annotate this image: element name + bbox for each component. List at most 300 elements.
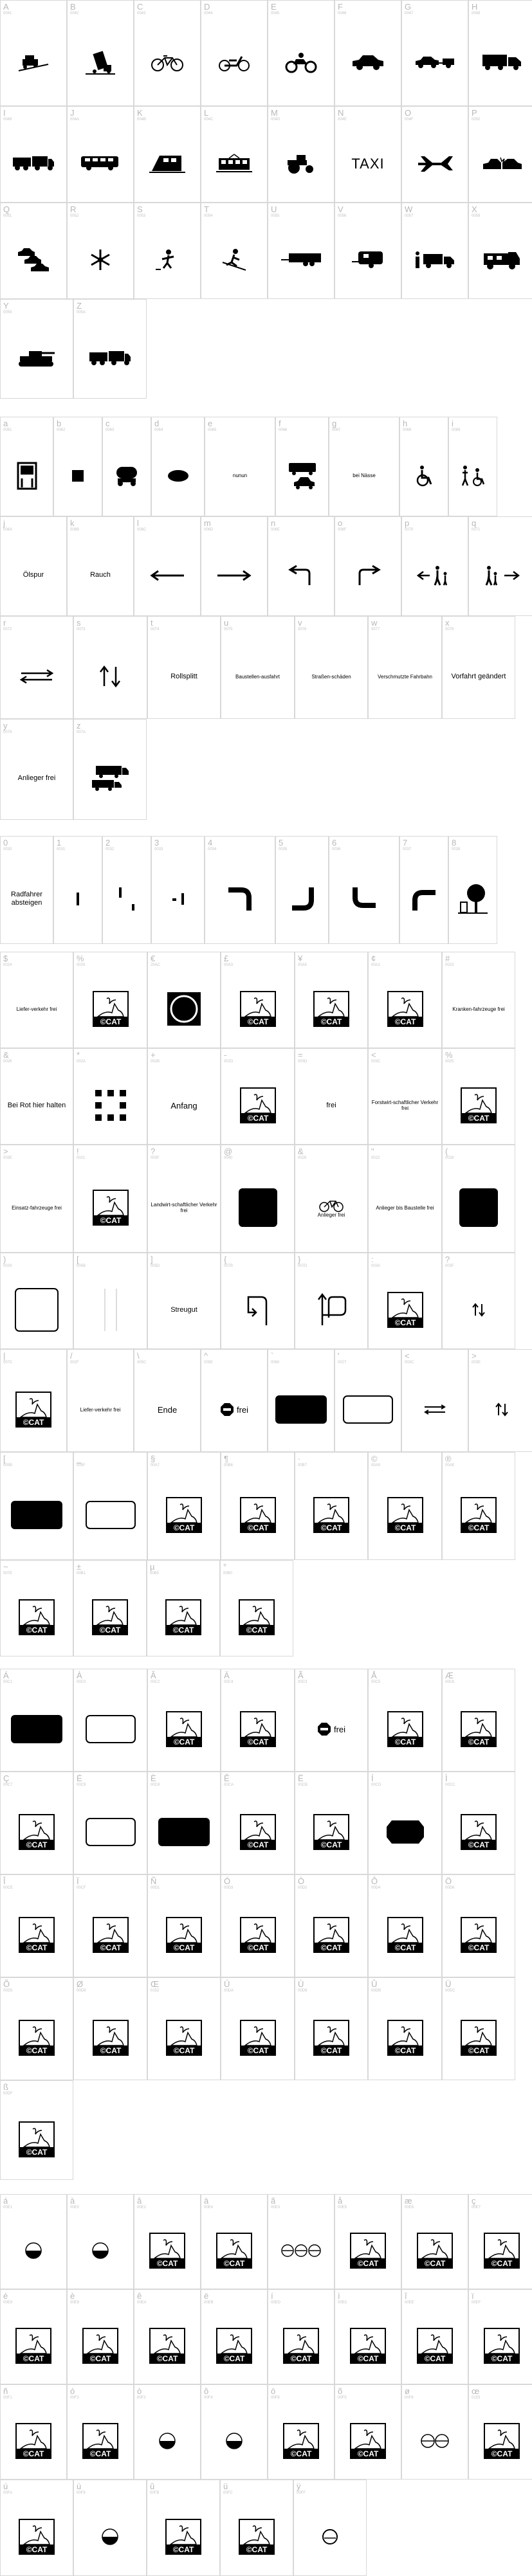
svg-text:©CAT: ©CAT <box>468 1840 490 1849</box>
glyph-text <box>148 1069 220 1141</box>
glyph-text: Liefer-verkehr frei <box>16 1006 57 1012</box>
glyph-character: ç <box>472 2196 476 2206</box>
glyph-text <box>295 1069 367 1141</box>
glyph-codepoint: 0026 <box>298 1156 307 1160</box>
svg-text:©CAT: ©CAT <box>173 2046 195 2055</box>
glyph-cell <box>401 2384 468 2480</box>
glyph-codepoint: 003E <box>472 1361 481 1365</box>
glyph-character: Y <box>3 301 9 311</box>
glyph-half-c <box>74 2501 146 2573</box>
glyph-codepoint: 00FF <box>297 2491 306 2495</box>
glyph-cell <box>147 2480 220 2576</box>
glyph-cell <box>134 2384 201 2480</box>
glyph-tractor <box>268 127 334 199</box>
glyph-codepoint: 0055 <box>271 214 280 218</box>
svg-text:©CAT: ©CAT <box>26 2046 48 2055</box>
glyph-cell <box>134 2194 201 2289</box>
glyph-cell <box>0 417 53 516</box>
glyph-codepoint: 002D <box>224 1060 234 1064</box>
glyph-cell <box>468 2384 532 2480</box>
glyph-character: d <box>154 419 160 428</box>
glyph-text: Baustellen-ausfahrt <box>235 673 280 680</box>
glyph-cat <box>295 1896 367 1974</box>
glyph-codepoint: 003C <box>405 1361 414 1365</box>
glyph-cell <box>73 952 147 1048</box>
glyph-car-slope <box>1 21 66 103</box>
glyph-character: ] <box>151 1255 153 1264</box>
glyph-cell <box>151 836 205 944</box>
glyph-cat <box>268 2406 334 2476</box>
glyph-cat <box>335 2406 401 2476</box>
glyph-character: G <box>405 2 412 12</box>
glyph-cat <box>74 973 147 1045</box>
glyph-character: Ñ <box>151 1876 157 1886</box>
glyph-codepoint: 00A5 <box>298 963 307 967</box>
glyph-cell <box>67 2384 134 2480</box>
glyph-cell <box>201 1349 268 1452</box>
glyph-cell <box>0 836 53 944</box>
glyph-character: c <box>105 419 110 428</box>
glyph-codepoint: 00B0 <box>223 1572 233 1575</box>
svg-text:©CAT: ©CAT <box>491 2259 512 2268</box>
glyph-character: 2 <box>105 838 111 848</box>
glyph-cell <box>0 203 67 299</box>
glyph-arrows-ud-s <box>443 1274 515 1346</box>
glyph-character: a <box>3 419 8 428</box>
glyph-cell <box>0 2080 73 2180</box>
glyph-text: Rollsplitt <box>170 672 197 680</box>
glyph-cell <box>221 1977 295 2080</box>
glyph-blk-rect <box>148 1793 220 1871</box>
glyph-text <box>134 1370 200 1449</box>
glyph-character: ° <box>223 1562 227 1572</box>
glyph-character: | <box>3 1351 6 1361</box>
glyph-character: z <box>77 721 81 730</box>
glyph-codepoint: 00B5 <box>150 1572 160 1575</box>
glyph-phone <box>1 438 53 513</box>
glyph-cell <box>268 106 335 203</box>
glyph-text <box>1 857 53 941</box>
glyph-cell <box>335 516 401 616</box>
glyph-cat <box>369 1473 441 1557</box>
glyph-cat <box>221 1690 294 1768</box>
glyph-codepoint: 00C4 <box>224 1680 234 1684</box>
glyph-character: [ <box>3 1454 6 1464</box>
glyph-cell <box>468 1349 532 1452</box>
svg-text:©CAT: ©CAT <box>99 1626 121 1635</box>
glyph-two-c <box>402 2406 468 2476</box>
svg-text:©CAT: ©CAT <box>173 1943 195 1952</box>
glyph-cell <box>67 106 134 203</box>
glyph-codepoint: 00DA <box>224 1989 234 1993</box>
glyph-codepoint: 0061 <box>3 428 12 432</box>
glyph-character: Œ <box>151 1979 159 1989</box>
svg-text:©CAT: ©CAT <box>290 2354 312 2363</box>
glyph-character: Ä <box>224 1671 230 1680</box>
glyph-character: M <box>271 108 278 118</box>
glyph-codepoint: 006E <box>271 528 280 532</box>
svg-text:©CAT: ©CAT <box>247 2046 268 2055</box>
glyph-cell <box>73 1874 147 1977</box>
glyph-cell <box>134 203 201 299</box>
glyph-cell <box>329 417 399 516</box>
glyph-character: N <box>338 108 344 118</box>
glyph-codepoint: 0068 <box>403 428 412 432</box>
glyph-blk-rect <box>268 1370 334 1449</box>
glyph-text <box>68 538 133 613</box>
glyph-codepoint: 0054 <box>204 214 213 218</box>
glyph-character: s <box>77 618 81 628</box>
glyph-bend-2 <box>276 857 328 941</box>
glyph-cat <box>443 1999 515 2077</box>
glyph-codepoint: 00E9 <box>3 2301 13 2305</box>
glyph-trailer <box>268 224 334 296</box>
glyph-codepoint: 003C <box>371 1060 381 1064</box>
glyph-cell <box>368 1452 442 1560</box>
glyph-codepoint: 0066 <box>279 428 288 432</box>
glyph-circle-sq <box>148 973 220 1045</box>
glyph-codepoint: 00D1 <box>151 1886 160 1890</box>
glyph-codepoint: 00E2 <box>137 2206 147 2209</box>
glyph-dots <box>74 1069 147 1141</box>
glyph-codepoint: 0027 <box>338 1361 347 1365</box>
glyph-character: § <box>151 1454 156 1464</box>
glyph-character: ã <box>271 2196 276 2206</box>
glyph-cell <box>368 1253 442 1349</box>
glyph-character: ñ <box>3 2386 8 2396</box>
glyph-character: k <box>70 518 75 528</box>
glyph-character: ê <box>137 2291 142 2301</box>
glyph-codepoint: 0031 <box>57 848 66 851</box>
glyph-cell <box>221 1874 295 1977</box>
glyph-cell <box>295 952 368 1048</box>
glyph-character: ù <box>77 2481 82 2491</box>
glyph-cell <box>368 1669 442 1772</box>
svg-text:©CAT: ©CAT <box>173 1523 195 1532</box>
svg-text:©CAT: ©CAT <box>26 2147 48 2157</box>
svg-text:©CAT: ©CAT <box>357 2449 379 2458</box>
glyph-arrows-lr-s <box>402 1370 468 1449</box>
glyph-cell <box>295 1772 368 1874</box>
glyph-cat <box>74 1581 146 1653</box>
glyph-text: frei <box>236 1404 249 1415</box>
glyph-codepoint: 00D2 <box>298 1886 307 1890</box>
glyph-codepoint: 0029 <box>3 1264 12 1268</box>
glyph-codepoint: 00C5 <box>371 1680 381 1684</box>
glyph-caravan <box>335 224 401 296</box>
glyph-text: Anfang <box>170 1100 197 1111</box>
glyph-text: Anlieger bis Baustelle frei <box>376 1204 434 1211</box>
glyph-cell <box>0 1452 73 1560</box>
glyph-codepoint: 005F <box>77 1464 86 1467</box>
glyph-character: @ <box>224 1147 233 1156</box>
svg-text:©CAT: ©CAT <box>26 2545 48 2554</box>
glyph-character: } <box>298 1255 301 1264</box>
glyph-codepoint: 20AC <box>151 963 161 967</box>
glyph-cell <box>0 952 73 1048</box>
glyph-character: Â <box>151 1671 156 1680</box>
glyph-out-sq <box>1 1274 73 1346</box>
glyph-tree <box>449 857 497 941</box>
glyph-cat <box>1 1896 73 1974</box>
glyph-character: / <box>70 1351 73 1361</box>
glyph-blk-sq <box>443 1166 515 1249</box>
glyph-codepoint: 0078 <box>445 628 454 631</box>
glyph-cat <box>369 1999 441 2077</box>
glyph-text: frei <box>326 1101 336 1109</box>
glyph-cat <box>74 1999 147 2077</box>
glyph-cell <box>368 1772 442 1874</box>
glyph-character: ¥ <box>298 954 303 963</box>
glyph-character: 8 <box>452 838 457 848</box>
glyph-character: e <box>208 419 213 428</box>
svg-text:©CAT: ©CAT <box>394 1943 416 1952</box>
glyph-character: Q <box>3 204 10 214</box>
glyph-cat <box>443 1069 515 1141</box>
glyph-character: S <box>137 204 143 214</box>
glyph-codepoint: 0070 <box>405 528 414 532</box>
glyph-text: Ende <box>157 1404 178 1415</box>
glyph-cell <box>205 417 275 516</box>
glyph-bars <box>74 1274 147 1346</box>
glyph-codepoint: 00F8 <box>405 2396 414 2400</box>
glyph-cell <box>221 1669 295 1772</box>
glyph-character: % <box>77 954 84 963</box>
glyph-codepoint: 002F <box>70 1361 79 1365</box>
glyph-character: ¶ <box>224 1454 228 1464</box>
glyph-codepoint: 0051 <box>3 214 12 218</box>
glyph-character: V <box>338 204 344 214</box>
glyph-character: % <box>445 1050 453 1060</box>
glyph-info-truck <box>402 224 468 296</box>
glyph-cat <box>1 1370 66 1449</box>
glyph-codepoint: 00A2 <box>371 963 381 967</box>
glyph-cell <box>134 106 201 203</box>
glyph-cell <box>201 2194 268 2289</box>
glyph-cell <box>335 2194 401 2289</box>
glyph-character: r <box>3 618 6 628</box>
svg-text:©CAT: ©CAT <box>246 1626 268 1635</box>
glyph-cat <box>335 2310 401 2381</box>
glyph-codepoint: 006D <box>204 528 214 532</box>
glyph-codepoint: 00CF <box>77 1886 86 1890</box>
svg-text:©CAT: ©CAT <box>424 2354 446 2363</box>
glyph-codepoint: 00DF <box>3 2092 13 2096</box>
glyph-cell <box>0 1048 73 1145</box>
glyph-text: Anlieger frei <box>17 774 56 782</box>
glyph-codepoint: 002A <box>77 1060 86 1064</box>
glyph-codepoint: 00CA <box>224 1783 234 1787</box>
glyph-text: Ölspur <box>23 571 44 579</box>
glyph-moped <box>201 21 267 103</box>
glyph-character: ó <box>70 2386 75 2396</box>
glyph-codepoint: 0048 <box>472 12 481 15</box>
glyph-cat <box>221 973 294 1045</box>
glyph-character: _ <box>77 1454 82 1464</box>
svg-text:©CAT: ©CAT <box>156 2354 178 2363</box>
glyph-cat <box>221 2501 293 2573</box>
glyph-character: € <box>151 954 156 963</box>
glyph-cell <box>399 836 448 944</box>
glyph-cell <box>221 952 295 1048</box>
glyph-character: n <box>271 518 276 528</box>
glyph-cell <box>73 1253 147 1349</box>
glyph-codepoint: 00CC <box>445 1783 455 1787</box>
glyph-cell <box>151 417 205 516</box>
glyph-codepoint: 00D4 <box>371 1886 381 1890</box>
glyph-character: ' <box>338 1351 340 1361</box>
glyph-cell <box>220 2480 293 2576</box>
glyph-cat <box>148 1896 220 1974</box>
glyph-cell <box>268 0 335 106</box>
glyph-cell <box>368 952 442 1048</box>
glyph-character: ( <box>445 1147 448 1156</box>
glyph-codepoint: 00B7 <box>298 1464 307 1467</box>
glyph-character: { <box>224 1255 227 1264</box>
glyph-cat <box>1 1999 73 2077</box>
glyph-codepoint: 003A <box>371 1264 381 1268</box>
glyph-cell <box>67 203 134 299</box>
glyph-codepoint: 00EB <box>204 2301 214 2305</box>
glyph-text: Straßen-schäden <box>311 673 351 680</box>
glyph-codepoint: 007B <box>224 1264 234 1268</box>
glyph-codepoint: 0067 <box>332 428 341 432</box>
glyph-character: w <box>371 618 378 628</box>
glyph-cell <box>147 1669 221 1772</box>
glyph-tick-3 <box>152 857 204 941</box>
glyph-character: " <box>371 1147 374 1156</box>
glyph-codepoint: 00E3 <box>271 2206 280 2209</box>
glyph-character: © <box>371 1454 378 1464</box>
glyph-cell <box>221 616 295 719</box>
glyph-cell <box>134 516 201 616</box>
glyph-codepoint: 0035 <box>279 848 288 851</box>
glyph-character: î <box>405 2291 407 2301</box>
glyph-codepoint: 007E <box>3 1572 13 1575</box>
glyph-codepoint: 0033 <box>154 848 163 851</box>
glyph-cell <box>134 1349 201 1452</box>
glyph-codepoint: 006C <box>137 528 147 532</box>
glyph-train <box>134 127 200 199</box>
glyph-character: É <box>77 1773 82 1783</box>
glyph-text <box>1 1069 73 1141</box>
svg-text:©CAT: ©CAT <box>246 2545 268 2554</box>
svg-text:©CAT: ©CAT <box>173 1737 195 1746</box>
glyph-turn-r <box>335 538 401 613</box>
glyph-crash <box>469 127 532 199</box>
glyph-cell <box>401 2194 468 2289</box>
glyph-codepoint: 00C2 <box>151 1680 160 1684</box>
glyph-half-c <box>201 2406 267 2476</box>
svg-text:©CAT: ©CAT <box>247 1840 268 1849</box>
glyph-cell <box>147 1772 221 1874</box>
glyph-codepoint: 003E <box>3 1156 13 1160</box>
svg-text:©CAT: ©CAT <box>100 1017 121 1026</box>
svg-text:©CAT: ©CAT <box>357 2354 379 2363</box>
glyph-cat <box>1 1793 73 1871</box>
glyph-text <box>1 740 73 817</box>
glyph-cat <box>68 2406 133 2476</box>
glyph-turn-l <box>268 538 334 613</box>
svg-text:©CAT: ©CAT <box>247 1017 268 1026</box>
svg-text:©CAT: ©CAT <box>247 1114 268 1123</box>
glyph-camper <box>469 224 532 296</box>
glyph-cell <box>201 203 268 299</box>
glyph-cat <box>469 2310 532 2381</box>
glyph-character: D <box>204 2 210 12</box>
glyph-cell <box>134 2289 201 2384</box>
glyph-codepoint: 0040 <box>224 1156 233 1160</box>
glyph-arrow-r <box>201 538 267 613</box>
glyph-character: U <box>271 204 277 214</box>
glyph-ellipse <box>152 438 204 513</box>
glyph-sq-small <box>54 438 102 513</box>
glyph-cell <box>0 516 67 616</box>
glyph-cell <box>0 1349 67 1452</box>
glyph-codepoint: 0072 <box>3 628 12 631</box>
glyph-cell <box>442 1145 515 1253</box>
svg-text:©CAT: ©CAT <box>23 1418 44 1427</box>
glyph-cat <box>268 2310 334 2381</box>
glyph-wheelchair2 <box>449 438 497 513</box>
glyph-text <box>221 637 294 716</box>
glyph-half-c <box>68 2215 133 2286</box>
glyph-cat <box>201 2310 267 2381</box>
glyph-cell <box>268 2289 335 2384</box>
glyph-codepoint: 00C3 <box>298 1680 307 1684</box>
glyph-codepoint: 007D <box>298 1264 307 1268</box>
glyph-codepoint: 0052 <box>70 214 79 218</box>
glyph-codepoint: 0032 <box>105 848 115 851</box>
glyph-oct-frei <box>295 1690 367 1768</box>
glyph-codepoint: 00E5 <box>338 2206 347 2209</box>
glyph-character: Û <box>371 1979 378 1989</box>
glyph-cell <box>201 0 268 106</box>
glyph-character: Ü <box>445 1979 452 1989</box>
glyph-cell <box>293 2480 367 2576</box>
glyph-codepoint: 00F1 <box>3 2396 12 2400</box>
glyph-character: ) <box>3 1255 6 1264</box>
glyph-cell <box>0 1560 73 1656</box>
glyph-character: i <box>452 419 454 428</box>
glyph-text: bei Nässe <box>353 473 376 478</box>
glyph-truck-tip <box>68 21 133 103</box>
glyph-codepoint: 006A <box>3 528 13 532</box>
glyph-text <box>1 973 73 1045</box>
glyph-tick-1 <box>54 857 102 941</box>
glyph-cell <box>268 516 335 616</box>
glyph-cell <box>221 1253 295 1349</box>
glyph-character: & <box>298 1147 304 1156</box>
svg-text:©CAT: ©CAT <box>468 1114 490 1123</box>
glyph-codepoint: 00C6 <box>445 1680 455 1684</box>
glyph-character: ë <box>204 2291 209 2301</box>
glyph-cell <box>335 106 401 203</box>
glyph-codepoint: 0053 <box>137 214 146 218</box>
glyph-character: R <box>70 204 77 214</box>
glyph-character: å <box>338 2196 343 2206</box>
glyph-character: J <box>70 108 75 118</box>
glyph-text: Einsatz-fahrzeuge frei <box>12 1204 62 1211</box>
glyph-cell <box>448 836 497 944</box>
glyph-ped-r <box>469 538 532 613</box>
glyph-cell <box>67 0 134 106</box>
glyph-character: è <box>70 2291 75 2301</box>
glyph-character: Æ <box>445 1671 454 1680</box>
glyph-cell <box>268 203 335 299</box>
glyph-character: g <box>332 419 337 428</box>
glyph-ped-l <box>402 538 468 613</box>
